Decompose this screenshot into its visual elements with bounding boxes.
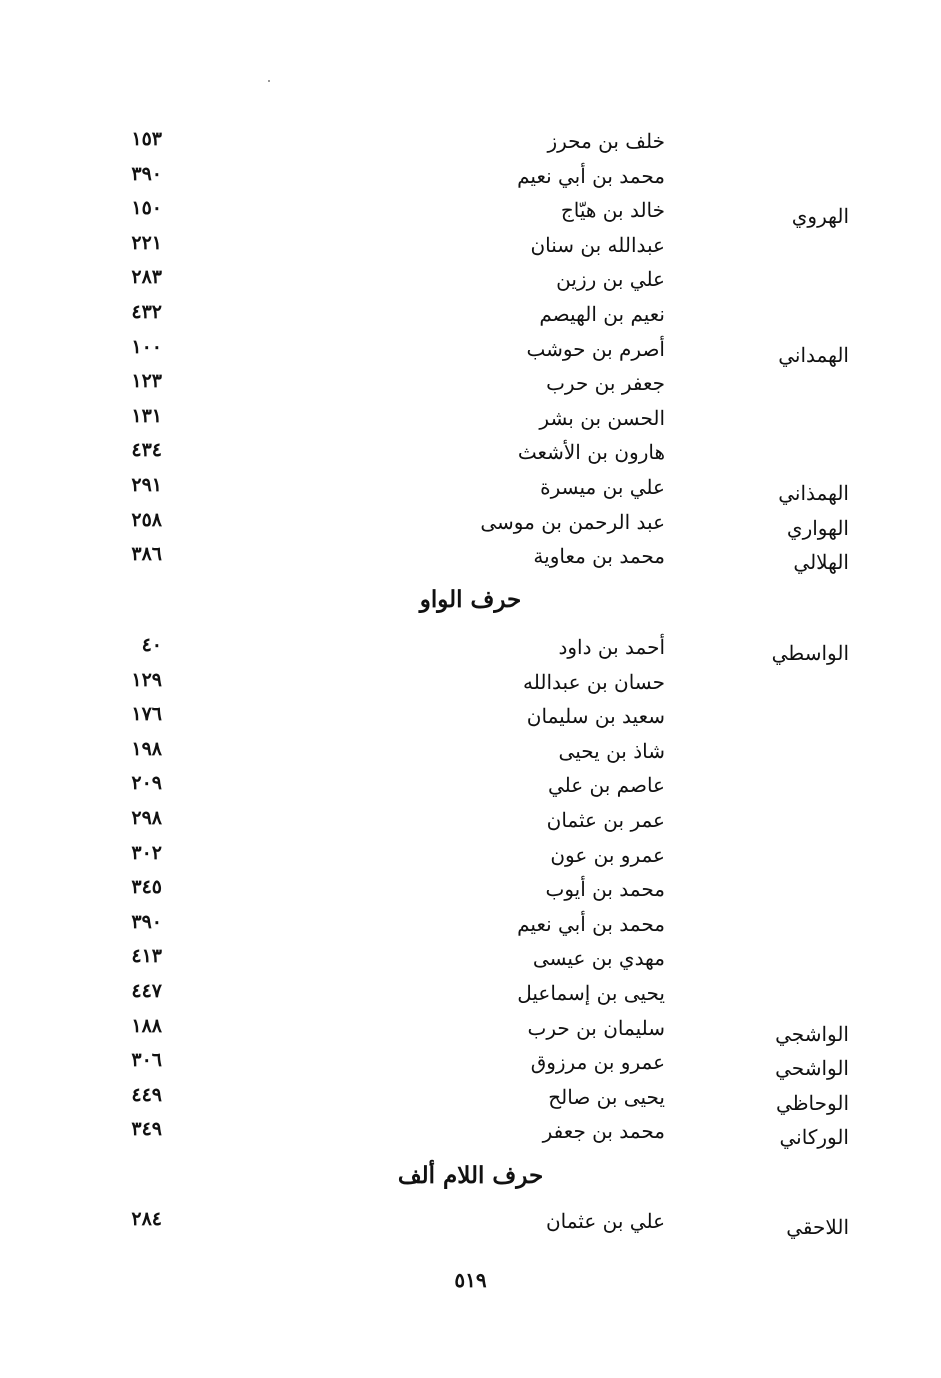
index-entry bbox=[0, 1080, 941, 1114]
entry-name: علي بن عثمان bbox=[545, 1209, 665, 1233]
entry-page-number: ١٣١ bbox=[131, 404, 162, 427]
entry-nisba: الهلالي bbox=[793, 550, 849, 575]
index-entry bbox=[0, 470, 941, 504]
page-number: ٥١٩ bbox=[454, 1268, 487, 1292]
entry-page-number: ١٩٨ bbox=[131, 737, 162, 760]
entry-page-number: ٤٣٤ bbox=[131, 439, 162, 462]
entry-name: نعيم بن الهيصم bbox=[539, 302, 665, 326]
entry-name: محمد بن جعفر bbox=[542, 1119, 665, 1144]
index-entry bbox=[0, 124, 941, 158]
index-entry bbox=[0, 699, 941, 733]
entry-name: مهدي بن عيسى bbox=[532, 946, 665, 971]
index-entry bbox=[0, 193, 941, 227]
scan-speck bbox=[268, 80, 270, 82]
entry-page-number: ٤١٣ bbox=[131, 945, 162, 968]
index-entry bbox=[0, 907, 941, 941]
entry-nisba: الهمذاني bbox=[778, 481, 849, 505]
entry-page-number: ٤٠ bbox=[141, 634, 162, 656]
entry-nisba: الهروي bbox=[791, 204, 849, 229]
entry-name: محمد بن أبي نعيم bbox=[517, 911, 665, 936]
entry-name: عمرو بن مرزوق bbox=[530, 1050, 665, 1075]
index-entry bbox=[0, 941, 941, 975]
entry-page-number: ٣٨٦ bbox=[131, 543, 162, 566]
index-entry bbox=[0, 838, 941, 872]
index-entry bbox=[0, 262, 941, 296]
entry-page-number: ١٧٦ bbox=[131, 703, 162, 726]
index-entry bbox=[0, 401, 941, 435]
index-entry bbox=[0, 1045, 941, 1079]
entry-name: خلف بن محرز bbox=[547, 129, 665, 153]
entry-page-number: ٣٤٩ bbox=[131, 1118, 162, 1141]
entry-page-number: ٣٩٠ bbox=[131, 162, 162, 185]
entry-page-number: ٤٤٧ bbox=[131, 980, 162, 1002]
entry-page-number: ١٢٣ bbox=[131, 370, 162, 393]
entry-page-number: ٢٨٣ bbox=[131, 266, 162, 289]
index-entry bbox=[0, 539, 941, 573]
index-entry bbox=[0, 435, 941, 469]
entry-name: أحمد بن داود bbox=[558, 635, 665, 659]
entry-name: عمر بن عثمان bbox=[546, 808, 665, 832]
entry-page-number: ٢٩٨ bbox=[131, 807, 162, 829]
entry-name: سعيد بن سليمان bbox=[526, 704, 665, 729]
entry-name: أصرم بن حوشب bbox=[526, 336, 665, 361]
entry-name: يحيى بن إسماعيل bbox=[517, 981, 665, 1005]
index-entry bbox=[0, 1204, 941, 1238]
section-heading: حرف الواو bbox=[419, 586, 522, 613]
entry-name: يحيى بن صالح bbox=[548, 1084, 665, 1109]
index-entry bbox=[0, 1114, 941, 1148]
entry-page-number: ٣٠٦ bbox=[131, 1049, 162, 1072]
entry-page-number: ٤٣٢ bbox=[131, 301, 162, 323]
entry-nisba: الوحاظي bbox=[775, 1090, 849, 1115]
entry-page-number: ٣٩٠ bbox=[131, 910, 162, 933]
index-entry bbox=[0, 630, 941, 664]
entry-nisba: الواشحي bbox=[775, 1056, 849, 1081]
entry-page-number: ٤٤٩ bbox=[131, 1083, 162, 1106]
entry-name: علي بن ميسرة bbox=[540, 475, 665, 499]
index-entry bbox=[0, 332, 941, 366]
entry-page-number: ٢٥٨ bbox=[131, 508, 162, 531]
entry-page-number: ٢٠٩ bbox=[131, 772, 162, 795]
index-entry bbox=[0, 366, 941, 400]
index-entry bbox=[0, 1011, 941, 1045]
index-entry bbox=[0, 803, 941, 837]
entry-nisba: الهواري bbox=[786, 515, 849, 540]
entry-name: حسان بن عبدالله bbox=[523, 669, 665, 694]
entry-name: عبد الرحمن بن موسى bbox=[480, 509, 665, 534]
entry-page-number: ٢٨٤ bbox=[131, 1208, 162, 1230]
entry-page-number: ٢٢١ bbox=[131, 231, 162, 254]
index-entry bbox=[0, 872, 941, 906]
entry-name: عبدالله بن سنان bbox=[530, 232, 665, 257]
index-entry bbox=[0, 505, 941, 539]
entry-name: محمد بن معاوية bbox=[533, 544, 665, 569]
entry-nisba: الواسطي bbox=[771, 641, 849, 665]
entry-name: عمرو بن عون bbox=[550, 842, 665, 867]
entry-nisba: الواشجي bbox=[775, 1021, 849, 1046]
entry-name: علي بن رزين bbox=[556, 267, 665, 292]
entry-page-number: ١٨٨ bbox=[131, 1014, 162, 1037]
index-entry bbox=[0, 297, 941, 331]
entry-name: سليمان بن حرب bbox=[527, 1015, 665, 1040]
entry-name: عاصم بن علي bbox=[547, 773, 665, 798]
index-entry bbox=[0, 665, 941, 699]
entry-page-number: ١٢٩ bbox=[131, 668, 162, 691]
entry-name: محمد بن أيوب bbox=[545, 877, 665, 902]
index-entry bbox=[0, 228, 941, 262]
index-entry bbox=[0, 159, 941, 193]
entry-page-number: ١٠٠ bbox=[131, 335, 162, 358]
entry-name: محمد بن أبي نعيم bbox=[517, 163, 665, 188]
index-entry bbox=[0, 976, 941, 1010]
entry-page-number: ٣٠٢ bbox=[131, 841, 162, 864]
entry-page-number: ٢٩١ bbox=[131, 474, 162, 496]
entry-name: شاذ بن يحيى bbox=[558, 738, 665, 763]
entry-name: الحسن بن بشر bbox=[539, 405, 665, 430]
index-entry bbox=[0, 734, 941, 768]
section-heading: حرف اللام ألف bbox=[397, 1162, 544, 1189]
entry-page-number: ٣٤٥ bbox=[131, 876, 162, 899]
entry-name: هارون بن الأشعث bbox=[517, 440, 665, 465]
entry-nisba: اللاحقي bbox=[786, 1215, 849, 1239]
entry-page-number: ١٥٠ bbox=[131, 197, 162, 220]
entry-page-number: ١٥٣ bbox=[131, 128, 162, 150]
index-entry bbox=[0, 768, 941, 802]
entry-name: جعفر بن حرب bbox=[546, 371, 665, 396]
entry-nisba: الهمداني bbox=[778, 342, 849, 367]
entry-nisba: الوركاني bbox=[779, 1125, 849, 1150]
entry-name: خالد بن هيّاج bbox=[560, 198, 665, 223]
